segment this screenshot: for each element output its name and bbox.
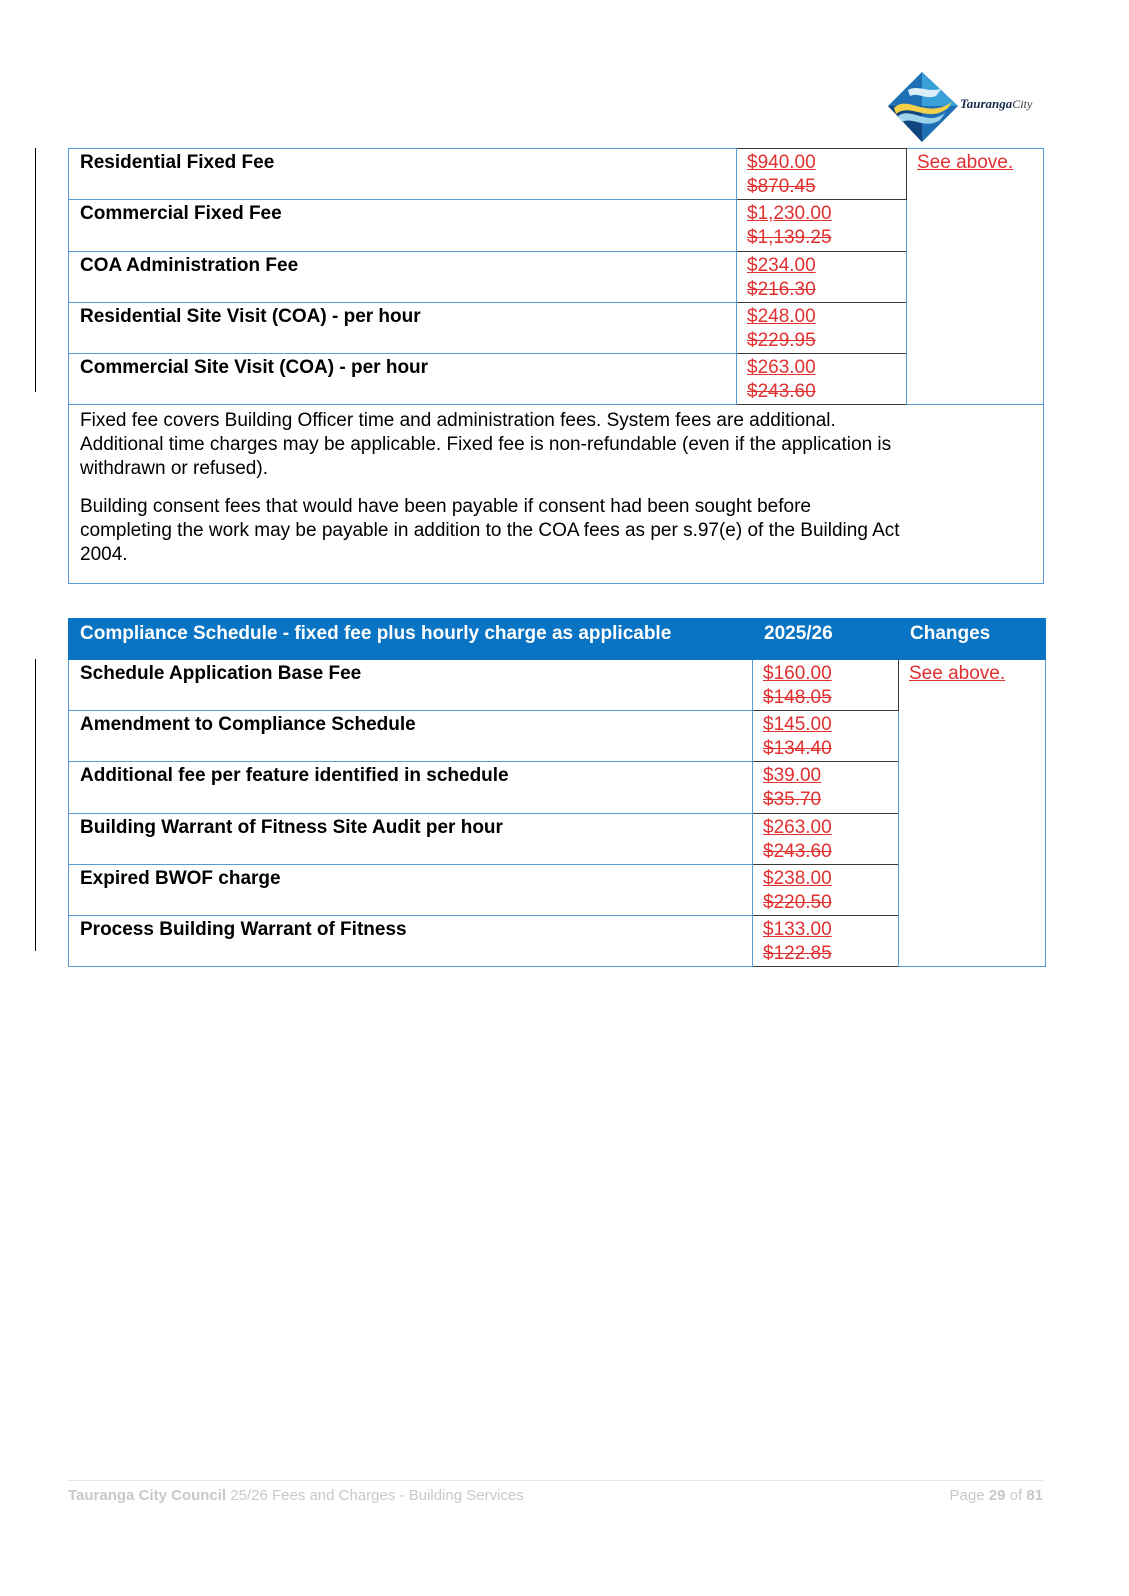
- fee-price: [737, 354, 907, 405]
- new-price: $263.00: [763, 817, 832, 838]
- fee-price: [753, 865, 899, 916]
- table-row: [69, 200, 1044, 252]
- header-year: 2025/26: [753, 619, 899, 660]
- fee-price: [737, 252, 907, 303]
- fee-price: [753, 814, 899, 865]
- coa-fees-table: [68, 148, 1044, 584]
- new-price: $145.00: [763, 714, 832, 735]
- change-bar: [35, 659, 36, 951]
- change-bar: [35, 148, 36, 392]
- table-row: [69, 252, 1044, 303]
- new-price: $160.00: [763, 663, 832, 684]
- header-title: Compliance Schedule - fixed fee plus hourly charge as applicable: [69, 619, 753, 660]
- footer-doc-title: 25/26 Fees and Charges - Building Services: [230, 1487, 524, 1504]
- new-price: $39.00: [763, 765, 822, 786]
- header-changes: Changes: [899, 619, 1046, 660]
- new-price: $238.00: [763, 868, 832, 889]
- fee-label: Process Building Warrant of Fitness: [69, 916, 753, 967]
- fee-label: Residential Site Visit (COA) - per hour: [69, 303, 737, 354]
- old-price: $229.95: [747, 330, 816, 351]
- footer-org: Tauranga City Council: [68, 1487, 227, 1504]
- table-header-row: [69, 619, 1046, 660]
- old-price: $35.70: [763, 789, 822, 810]
- old-price: $220.50: [763, 892, 832, 913]
- page-footer: [68, 1480, 1043, 1504]
- old-price: $134.40: [763, 738, 832, 759]
- fee-label: COA Administration Fee: [69, 252, 737, 303]
- fee-price: [753, 711, 899, 762]
- table-row: [69, 149, 1044, 200]
- new-price: $1,230.00: [747, 203, 832, 224]
- logo-wordmark: TaurangaCity: [960, 96, 1033, 111]
- table-row: [69, 405, 1044, 584]
- fee-price: [737, 303, 907, 354]
- fee-label: Commercial Site Visit (COA) - per hour: [69, 354, 737, 405]
- fee-label: Additional fee per feature identified in schedule: [69, 762, 753, 814]
- fee-price: [737, 149, 907, 200]
- new-price: $940.00: [747, 152, 816, 173]
- new-price: $133.00: [763, 919, 832, 940]
- old-price: $243.60: [763, 841, 832, 862]
- see-above-link[interactable]: See above.: [917, 152, 1014, 173]
- table-row: [69, 354, 1044, 405]
- old-price: $148.05: [763, 687, 832, 708]
- changes-cell: [899, 660, 1046, 967]
- old-price: $870.45: [747, 176, 816, 197]
- table-row: [69, 660, 1046, 711]
- note-paragraph: Fixed fee covers Building Officer time and administration fees. System fees are additional. Additional time charges may be applicable. Fixed fee is non-refundable (even if the application is withdrawn or refused).: [80, 410, 892, 479]
- new-price: $263.00: [747, 357, 816, 378]
- fee-price: [753, 916, 899, 967]
- new-price: $234.00: [747, 255, 816, 276]
- table-row: [69, 303, 1044, 354]
- page-number: Page 29 of 81: [949, 1487, 1043, 1504]
- fee-label: Amendment to Compliance Schedule: [69, 711, 753, 762]
- old-price: $216.30: [747, 279, 816, 300]
- changes-cell: [907, 149, 1044, 405]
- old-price: $243.60: [747, 381, 816, 402]
- notes-cell: [69, 405, 1044, 584]
- fee-label: Schedule Application Base Fee: [69, 660, 753, 711]
- fee-label: Building Warrant of Fitness Site Audit per hour: [69, 814, 753, 865]
- compliance-schedule-table: [68, 618, 1046, 967]
- fee-label: Commercial Fixed Fee: [69, 200, 737, 252]
- fee-price: [737, 200, 907, 252]
- fee-price: [753, 660, 899, 711]
- note-paragraph: Building consent fees that would have been payable if consent had been sought before completing the work may be payable in addition to the COA fees as per s.97(e) of the Building Act 2004.: [80, 496, 900, 565]
- fee-label: Residential Fixed Fee: [69, 149, 737, 200]
- fee-price: [753, 762, 899, 814]
- see-above-link[interactable]: See above.: [909, 663, 1006, 684]
- fee-label: Expired BWOF charge: [69, 865, 753, 916]
- new-price: $248.00: [747, 306, 816, 327]
- old-price: $1,139.25: [747, 227, 832, 248]
- old-price: $122.85: [763, 943, 832, 964]
